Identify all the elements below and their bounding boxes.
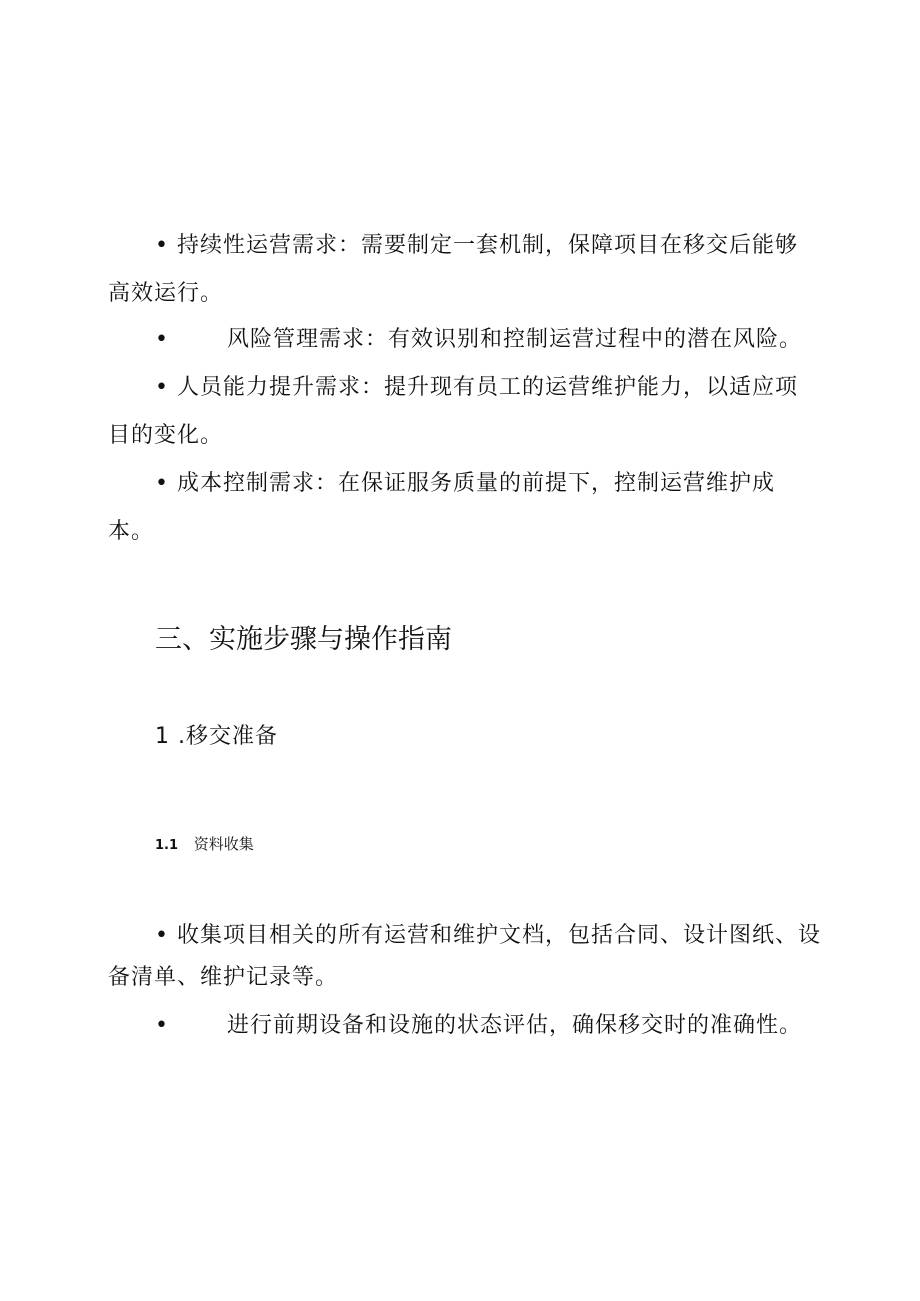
bullet-item-text: 成本控制需求：在保证服务质量的前提下，控制运营维护成 [176, 471, 775, 496]
bullet-icon: • [155, 327, 169, 352]
bullet-icon: • [155, 471, 169, 496]
bullet-item-3-line-2: 目的变化。 [108, 423, 224, 448]
bullet-item-text: 进行前期设备和设施的状态评估，确保移交时的准确性。 [227, 1013, 803, 1038]
subsubsection-heading [155, 834, 254, 856]
subsubsection-label: 资料收集 [193, 835, 254, 853]
bullet-item-3-line-1 [155, 373, 798, 403]
bullet-item-6-line-1 [155, 1011, 802, 1041]
bullet-item-4-line-1 [155, 469, 775, 499]
bullet-item-text: 收集项目相关的所有运营和维护文档，包括合同、设计图纸、设 [176, 923, 821, 948]
bullet-icon: • [155, 923, 169, 948]
bullet-item-5-line-1 [155, 921, 821, 951]
bullet-item-1-line-1 [155, 231, 798, 261]
bullet-icon: • [155, 375, 169, 400]
bullet-item-text: 风险管理需求：有效识别和控制运营过程中的潜在风险。 [227, 327, 803, 352]
bullet-item-5-line-2: 备清单、维护记录等。 [108, 965, 339, 990]
bullet-icon: • [155, 1013, 169, 1038]
bullet-item-2-line-1 [155, 325, 802, 355]
bullet-item-text: 人员能力提升需求：提升现有员工的运营维护能力，以适应项 [176, 375, 798, 400]
bullet-item-text: 持续性运营需求：需要制定一套机制，保障项目在移交后能够 [176, 233, 798, 258]
bullet-item-4-line-2: 本。 [108, 519, 155, 544]
bullet-icon: • [155, 233, 169, 258]
bullet-item-1-line-2: 高效运行。 [108, 281, 224, 306]
section-heading: 三、实施步骤与操作指南 [155, 624, 452, 655]
subsection-heading: 1 .移交准备 [155, 724, 278, 749]
subsubsection-number: 1.1 [155, 838, 179, 853]
